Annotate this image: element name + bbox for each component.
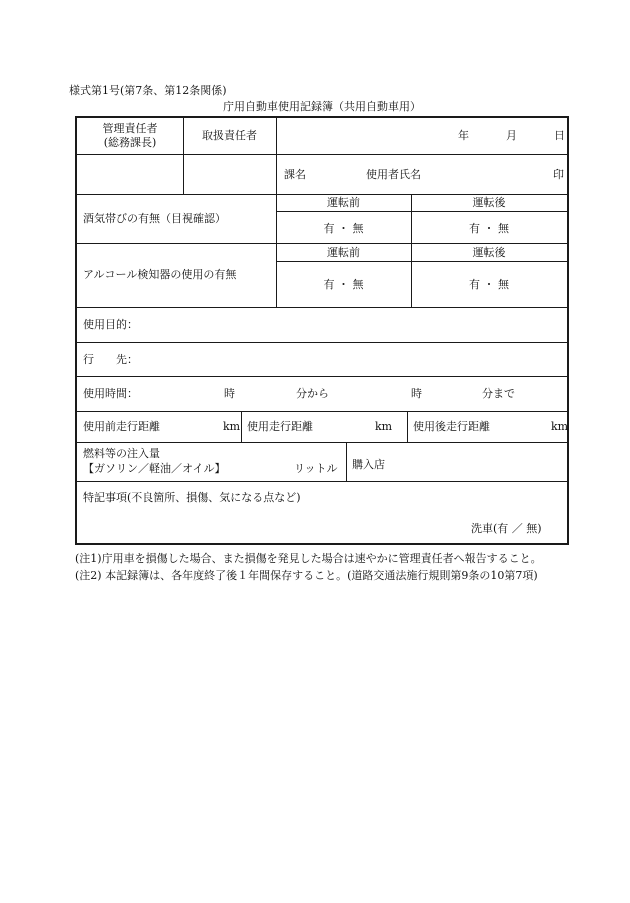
after-driving-header: 運転後 bbox=[472, 196, 506, 209]
row-divider bbox=[77, 307, 567, 308]
fuel-amount-label: 燃料等の注入量 bbox=[83, 447, 160, 460]
start-hour-label: 時 bbox=[224, 387, 235, 400]
document-title: 庁用自動車使用記録簿（共用自動車用） bbox=[223, 100, 421, 113]
fuel-unit-label: リットル bbox=[294, 462, 338, 475]
remarks-label: 特記事項(不良箇所、損傷、気になる点など) bbox=[83, 491, 301, 504]
row-divider bbox=[77, 243, 567, 244]
record-form bbox=[75, 116, 569, 545]
row-divider bbox=[77, 411, 567, 412]
row-divider bbox=[77, 481, 567, 482]
purpose-label: 使用目的： bbox=[83, 318, 138, 331]
alcohol-visual-label: 酒気帯びの有無（目視確認） bbox=[83, 212, 226, 225]
manager-dept-label: (総務課長) bbox=[103, 136, 157, 149]
car-wash-label: 洗車(有 ／ 無) bbox=[471, 522, 542, 535]
row-divider bbox=[77, 154, 567, 155]
day-label: 日 bbox=[554, 129, 565, 142]
destination-label: 行 先： bbox=[83, 353, 138, 366]
row-divider bbox=[276, 211, 567, 212]
month-label: 月 bbox=[506, 129, 517, 142]
distance-used-unit: km bbox=[375, 420, 393, 433]
col-divider bbox=[241, 411, 242, 442]
before-driving-header: 運転前 bbox=[327, 196, 360, 209]
end-minute-label: 分まで bbox=[482, 387, 515, 400]
alcohol-visual-before-choice[interactable]: 有 ・ 無 bbox=[323, 222, 364, 235]
distance-used-label: 使用走行距離 bbox=[247, 420, 313, 433]
usage-time-label: 使用時間： bbox=[83, 387, 138, 400]
note-2: (注2) 本記録簿は、各年度終了後１年間保存すること。(道路交通法施行規則第9条の10第7項) bbox=[75, 569, 538, 582]
row-divider bbox=[77, 342, 567, 343]
row-divider bbox=[77, 442, 567, 443]
fuel-types-label: 【ガソリン／軽油／オイル】 bbox=[83, 462, 226, 475]
after-driving-header: 運転後 bbox=[472, 246, 506, 259]
seal-label: 印 bbox=[553, 168, 564, 181]
user-name-label: 使用者氏名 bbox=[366, 168, 421, 181]
handler-label: 取扱責任者 bbox=[202, 129, 257, 142]
purchase-store-label: 購入店 bbox=[352, 458, 385, 471]
col-divider bbox=[346, 442, 347, 481]
note-1: (注1)庁用車を損傷した場合、また損傷を発見した場合は速やかに管理責任者へ報告すること。 bbox=[75, 552, 542, 565]
distance-before-label: 使用前走行距離 bbox=[83, 420, 160, 433]
alcohol-detector-label: アルコール検知器の使用の有無 bbox=[83, 268, 237, 281]
start-minute-label: 分から bbox=[296, 387, 329, 400]
manager-label: 管理責任者 bbox=[102, 122, 158, 135]
row-divider bbox=[276, 261, 567, 262]
year-label: 年 bbox=[458, 129, 469, 142]
alcohol-visual-after-choice[interactable]: 有 ・ 無 bbox=[469, 222, 509, 235]
alcohol-detector-after-choice[interactable]: 有 ・ 無 bbox=[469, 278, 509, 291]
row-divider bbox=[77, 376, 567, 377]
end-hour-label: 時 bbox=[411, 387, 422, 400]
distance-before-unit: km bbox=[223, 420, 241, 433]
before-driving-header: 運転前 bbox=[327, 246, 360, 259]
col-divider bbox=[407, 411, 408, 442]
form-number: 様式第1号(第7条、第12条関係) bbox=[69, 84, 227, 97]
row-divider bbox=[77, 194, 567, 195]
section-name-label: 課名 bbox=[284, 168, 306, 181]
distance-after-unit: km bbox=[551, 420, 569, 433]
distance-after-label: 使用後走行距離 bbox=[413, 420, 490, 433]
alcohol-detector-before-choice[interactable]: 有 ・ 無 bbox=[323, 278, 364, 291]
